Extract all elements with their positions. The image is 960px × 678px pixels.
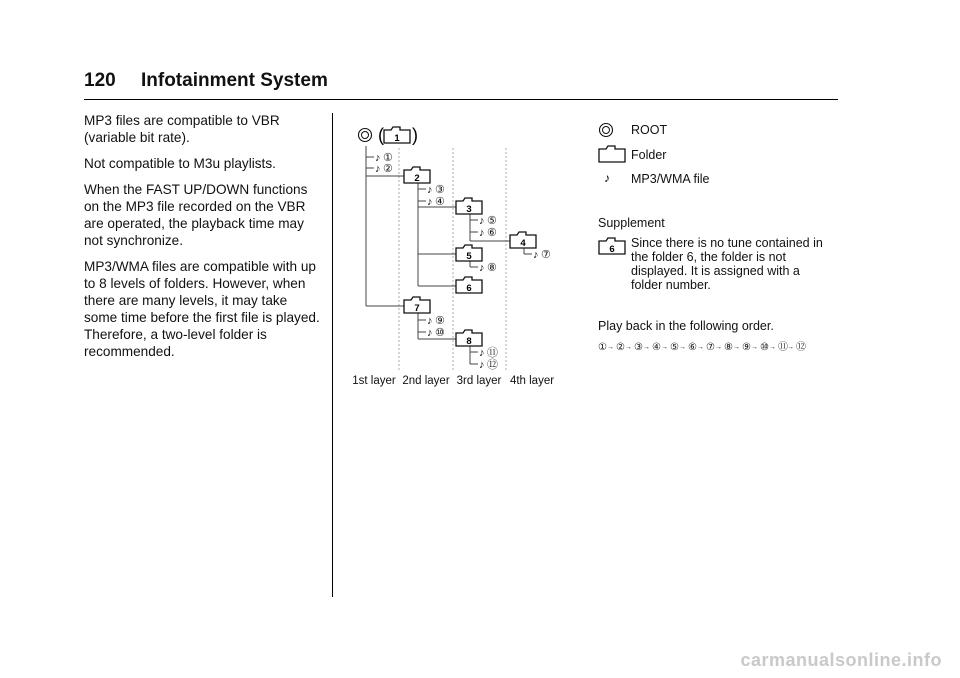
svg-text:①: ① [598, 342, 607, 353]
svg-text:④: ④ [652, 342, 661, 353]
svg-text:♪: ♪ [479, 347, 485, 359]
track-9: ⑨ [435, 315, 445, 327]
svg-text:→: → [697, 344, 704, 351]
svg-text:♪: ♪ [427, 315, 433, 327]
page-number: 120 [84, 70, 116, 91]
supplement-folder-label: 6 [609, 244, 615, 255]
track-4: ④ [435, 196, 445, 208]
track-12: ⑫ [487, 359, 498, 371]
svg-text:②: ② [616, 342, 625, 353]
svg-text:⑤: ⑤ [670, 342, 679, 353]
tree-connectors [366, 146, 532, 364]
paragraph-fast-updown: When the FAST UP/DOWN functions on the MP3 file recorded on the VBR are operated, the playback time may not synchronize. [84, 182, 308, 248]
folder-5-label: 5 [466, 251, 472, 262]
legend-file-icon: ♪ [604, 171, 610, 185]
legend-file-label: MP3/WMA file [631, 172, 710, 186]
playback-order [598, 341, 806, 353]
supplement-text: Since there is no tune contained in the folder 6, the folder is not displayed. It is assigned with a folder number. [631, 236, 823, 292]
svg-text:♪: ♪ [427, 327, 433, 339]
folder-1-label: 1 [394, 133, 400, 144]
paragraph-folder-levels: MP3/WMA files are compatible with up to 8 levels of folders. However, when there are many levels, it may take some time before the first file is played. Therefore, a two-level folder is recommended. [84, 259, 320, 359]
paren-open: ( [378, 125, 384, 145]
svg-text:♪: ♪ [375, 163, 381, 175]
folder-3-label: 3 [466, 204, 472, 215]
folder-8-label: 8 [466, 336, 472, 347]
playback-title: Play back in the following order. [598, 319, 774, 333]
svg-text:⑦: ⑦ [706, 342, 715, 353]
legend-folder-label: Folder [631, 148, 667, 162]
track-3: ③ [435, 184, 445, 196]
svg-text:♪: ♪ [479, 227, 485, 239]
paragraph-m3u: Not compatible to M3u playlists. [84, 156, 276, 171]
svg-text:→: → [733, 344, 740, 351]
svg-text:→: → [679, 344, 686, 351]
folder-2-label: 2 [414, 173, 420, 184]
svg-text:♪: ♪ [427, 196, 433, 208]
supplement-title: Supplement [598, 216, 665, 230]
section-title: Infotainment System [140, 70, 328, 91]
svg-text:♪: ♪ [427, 184, 433, 196]
svg-text:♪: ♪ [479, 215, 485, 227]
svg-text:→: → [769, 344, 776, 351]
track-6: ⑥ [487, 227, 497, 239]
track-10: ⑩ [435, 327, 445, 339]
svg-text:♪: ♪ [479, 359, 485, 371]
root-icon [359, 129, 372, 142]
svg-text:⑩: ⑩ [760, 342, 769, 353]
layer-label-2: 2nd layer [402, 375, 450, 387]
paren-close: ) [412, 125, 418, 145]
svg-text:→: → [643, 344, 650, 351]
legend-folder-icon [599, 146, 625, 162]
folder-6-label: 6 [466, 283, 472, 294]
svg-text:→: → [787, 344, 794, 351]
svg-text:♪: ♪ [479, 262, 485, 274]
track-8: ⑧ [487, 262, 497, 274]
svg-text:⑥: ⑥ [688, 342, 697, 353]
svg-text:⑨: ⑨ [742, 342, 751, 353]
folder-7-label: 7 [414, 303, 420, 314]
svg-text:♪: ♪ [375, 152, 381, 164]
paragraph-vbr: MP3 files are compatible to VBR (variable bit rate). [84, 113, 280, 145]
svg-text:⑪: ⑪ [778, 342, 788, 353]
svg-text:→: → [661, 344, 668, 351]
svg-text:⑫: ⑫ [796, 342, 806, 353]
svg-text:→: → [751, 344, 758, 351]
track-2: ② [383, 163, 393, 175]
watermark: carmanualsonline.info [740, 650, 942, 670]
svg-text:→: → [607, 344, 614, 351]
track-7: ⑦ [541, 249, 551, 261]
track-1: ① [383, 152, 393, 164]
legend-root-label: ROOT [631, 123, 668, 137]
track-11: ⑪ [487, 347, 498, 359]
svg-text:③: ③ [634, 342, 643, 353]
layer-label-1: 1st layer [352, 375, 396, 387]
folder-4-label: 4 [520, 238, 526, 249]
svg-text:→: → [625, 344, 632, 351]
track-5: ⑤ [487, 215, 497, 227]
svg-text:⑧: ⑧ [724, 342, 733, 353]
layer-label-4: 4th layer [509, 375, 555, 387]
svg-text:→: → [715, 344, 722, 351]
svg-text:♪: ♪ [533, 249, 539, 261]
legend-root-icon [600, 124, 613, 137]
layer-labels [352, 375, 554, 387]
layer-label-3: 3rd layer [456, 375, 502, 387]
